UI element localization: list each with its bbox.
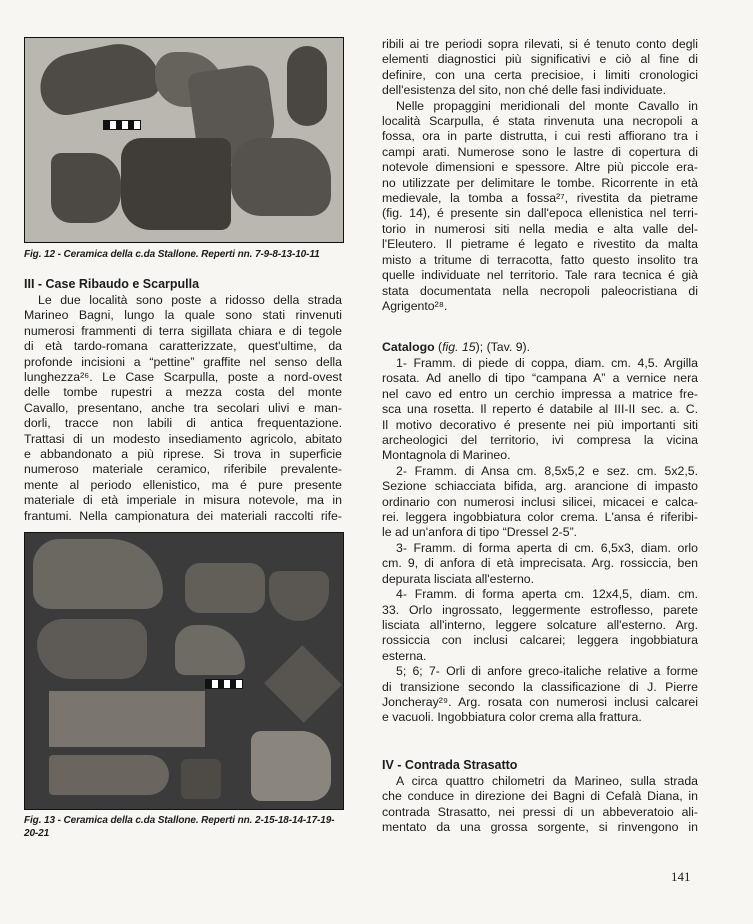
text-line: che conduce in direzione dei Bagni di Cefalà Diana, in: [382, 789, 698, 804]
text-line: numerosi frammenti di terra sigillata chiara e di tegole: [24, 323, 342, 338]
section-3-body: [24, 293, 342, 524]
text-line: contrada Strasatto, nei pressi di un abbeveratoio ali-: [382, 804, 698, 819]
measurement-scale: [103, 120, 141, 130]
text-line: archeologici del territorio, ivi compresa la vicina: [382, 433, 698, 448]
shard: [287, 46, 327, 126]
catalogo-body: [382, 356, 698, 726]
text-line: no utilizzate per delimitare le tombe. Ricorrente in età: [382, 175, 698, 190]
text-line: 5; 6; 7- Orli di anfore greco-italiche relative a forme: [396, 664, 698, 679]
text-line: cm. 9, di anfora di età imprecisata. Arg. rossiccia, ben: [382, 556, 698, 571]
text-line: dorli, tracce non labili di antica frequentazione.: [24, 416, 342, 431]
text-line: rossiccia con inclusi calcarei; leggera ingobbiatura: [382, 633, 698, 648]
text-line: Nelle propaggini meridionali del monte Cavallo in: [396, 98, 698, 113]
section-heading: IV - Contrada Strasatto: [382, 758, 518, 772]
text-line: stata documentata nella necropoli paleocristiana di: [382, 283, 698, 298]
text-line: Joncheray²⁹. Arg. rosata con numerosi inclusi calcarei: [382, 694, 698, 709]
figure-13-caption: Fig. 13 - Ceramica della c.da Stallone. Reperti nn. 2-15-18-14-17-19-20-21: [24, 815, 335, 839]
catalogo-tav-ref: (Tav. 9).: [486, 340, 531, 354]
text-line: definire, con una certa precisioe, i limiti cronologici: [382, 67, 698, 82]
text-line: Sezione schiacciata bifida, arg. arancione di impasto: [382, 479, 698, 494]
text-line: (fig. 14), é presente sin dall'epoca ellenistica nel terri-: [382, 206, 698, 221]
shard: [49, 691, 205, 747]
section-4-body: [382, 774, 698, 836]
text-line: sca una rosetta. Il reperto é databile al III-II sec. a. C.: [382, 402, 698, 417]
text-line: e vacuoli. Ingobbiatura color crema alla frattura.: [382, 710, 642, 725]
shard: [269, 571, 329, 621]
text-line: Agrigento²⁸.: [382, 298, 448, 313]
text-line: 4- Framm. di forma aperta cm. 12x4,5, diam. cm.: [396, 587, 698, 602]
shard: [49, 755, 169, 795]
text-line: A circa quattro chilometri da Marineo, sulla strada: [396, 774, 698, 788]
text-line: depurata lisciata all'esterno.: [382, 571, 535, 586]
shard: [37, 619, 147, 679]
text-line: profonde incisioni a “pettine” graffite nel senso della: [24, 354, 342, 369]
text-line: ribili ai tre periodi sopra rilevati, si é tenuto conto degli: [382, 37, 698, 51]
catalogo-heading: Catalogo (fig. 15); (Tav. 9).: [382, 340, 531, 354]
figure-12-caption: Fig. 12 - Ceramica della c.da Stallone. Reperti nn. 7-9-8-13-10-11: [24, 249, 320, 260]
section-heading: III - Case Ribaudo e Scarpulla: [24, 277, 200, 291]
text-line: medievale, la tomba a fossa²⁷, rivestita da pietrame: [382, 191, 698, 206]
text-line: notevole dimensioni e spessore. Altre più piccole era-: [382, 160, 698, 175]
text-line: 1- Framm. di piede di coppa, diam. cm. 4,5. Argilla: [396, 356, 698, 370]
text-line: e abbandonato a più riprese. Si trova in superficie: [24, 447, 342, 462]
text-line: ordinario con numerosi inclusi silicei, micacei e calca-: [382, 494, 698, 509]
text-line: mentato da una grossa sorgente, si rinvengono in: [382, 820, 698, 835]
shard: [264, 645, 342, 723]
text-line: numeroso materiale ceramico, riferibile prevalente-: [24, 462, 342, 477]
shard: [121, 138, 231, 230]
text-line: Montagnola di Marineo.: [382, 448, 511, 463]
text-line: Cavallo, presentano, anche tra secolari ulivi e man-: [24, 400, 342, 415]
text-line: campi arati. Numerose sono le lastre di copertura di: [382, 144, 698, 159]
text-line: Trattasi di un modesto insediamento agricolo, abitato: [24, 431, 342, 446]
text-line: Le due località sono poste a ridosso della strada: [38, 293, 342, 307]
text-line: torio in numerosi siti nella media e alta valle del-: [382, 221, 698, 236]
text-line: quelle individuate nel territorio. Tale rara tecnica é già: [382, 268, 698, 283]
shard: [33, 539, 163, 609]
text-line: di transizione secondo la classificazione di J. Pierre: [382, 679, 698, 694]
page-number: 141: [671, 869, 691, 884]
text-line: 2- Framm. di Ansa cm. 8,5x5,2 e sez. cm. 5x2,5.: [396, 463, 698, 478]
text-line: lunghezza²⁶. Le Case Scarpulla, poste a nord-ovest: [24, 370, 342, 385]
text-line: Il motivo decorativo é presente nei più importanti siti: [382, 417, 698, 432]
text-line: frantumi. Nella campionatura dei materiali raccolti rife-: [24, 508, 342, 523]
text-line: località Scarpulla, é stata rinvenuta una necropoli a: [382, 114, 698, 129]
measurement-scale: [205, 679, 243, 689]
figure-12-photo: [24, 37, 344, 243]
text-line: elementi diagnostici più significativi e ciò al fine di: [382, 52, 698, 67]
text-line: delle tombe rupestri a mezza costa del monte: [24, 385, 342, 400]
figure-13-photo: [24, 532, 344, 810]
shard: [185, 563, 265, 613]
catalogo-fig-ref: fig. 15: [442, 340, 476, 354]
text-line: nel cavo ed entro un cerchio impressa a matrice fre-: [382, 386, 698, 401]
text-line: Marineo Bagni, lungo la quale sono stati rinvenuti: [24, 308, 342, 323]
text-line: esterna.: [382, 648, 427, 663]
text-line: mente al periodo ellenistico, ma é pure presente: [24, 477, 342, 492]
right-paragraph: [382, 37, 698, 314]
text-line: 33. Orlo ingrossato, leggermente estroflesso, parete: [382, 602, 698, 617]
text-line: fossa, ora in parte distrutta, i cui resti affiorano tra i: [382, 129, 698, 144]
text-line: materiale di età imperiale in misura notevole, ma in: [24, 493, 342, 508]
text-line: rei. leggera ingobbiatura color crema. L'ansa é riferibi-: [382, 510, 698, 525]
shard: [251, 731, 331, 801]
catalogo-label: Catalogo: [382, 340, 435, 354]
shard: [175, 625, 245, 675]
text-line: le ad un'anfora di tipo “Dressel 2-5”.: [382, 525, 578, 540]
text-line: l'Eleutero. Il pietrame é legato e rivestito da malta: [382, 237, 698, 252]
shard: [181, 759, 221, 799]
shard: [231, 138, 331, 216]
text-line: rosata. Ad anello di tipo “campana A” a vernice nera: [382, 371, 698, 386]
shard: [34, 37, 164, 120]
text-line: di età tardo-romana caratterizzate, quest'ultime, da: [24, 339, 342, 354]
shard: [51, 153, 121, 223]
text-line: 3- Framm. di forma aperta di cm. 6,5x3, diam. orlo: [396, 540, 698, 555]
text-line: dell'esistenza del sito, non ché delle fasi individuate.: [382, 83, 666, 98]
text-line: lisciata all'interno, leggere solcature all'esterno. Arg.: [382, 617, 698, 632]
text-line: misto a tritume di terracotta, fatto questo insolito tra: [382, 252, 698, 267]
